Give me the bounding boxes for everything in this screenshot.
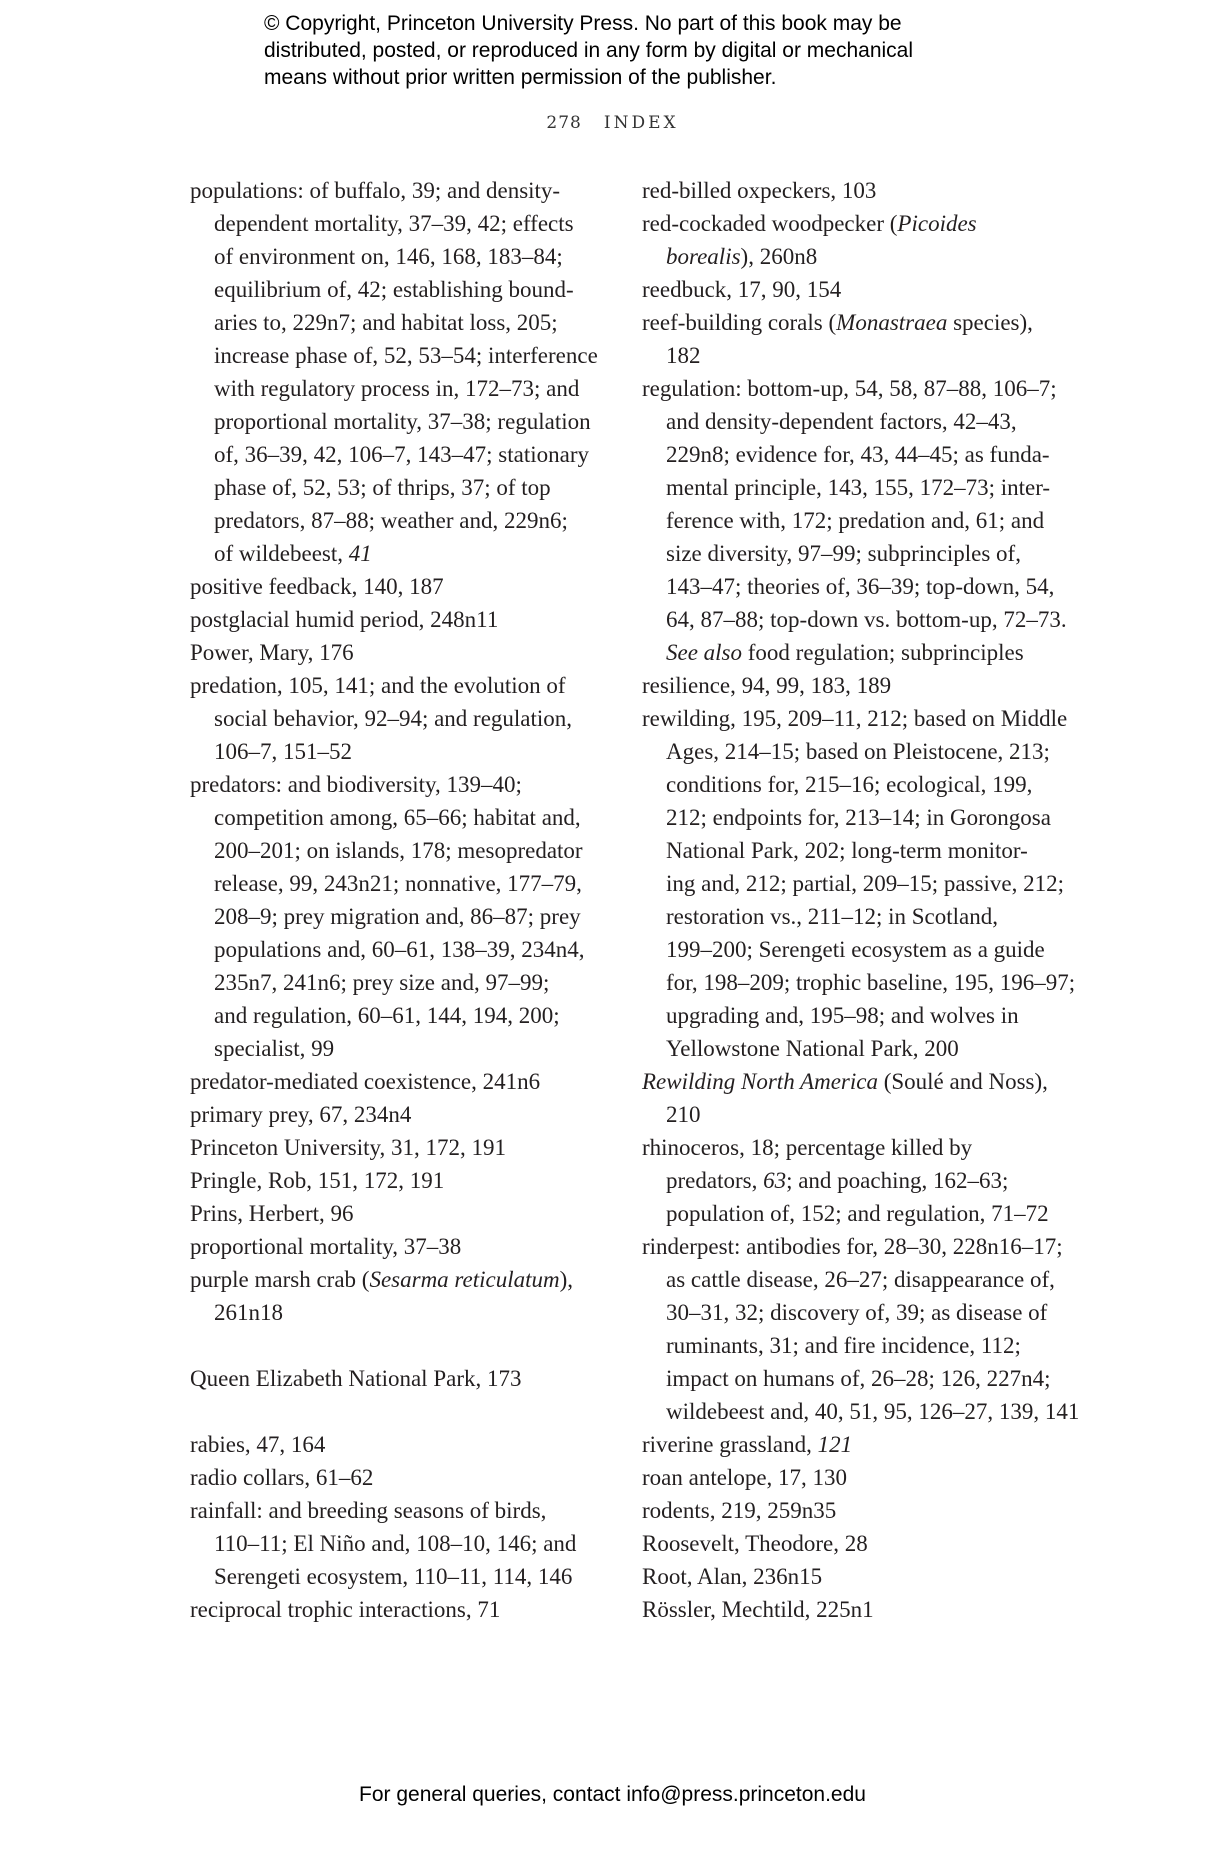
- index-entry-line: [190, 1197, 610, 1230]
- index-entry-continuation: [642, 867, 1062, 900]
- entry-text: increase phase of, 52, 53–54; interference: [214, 343, 598, 368]
- index-entry: [642, 1560, 1062, 1593]
- entry-text: 64, 87–88; top-down vs. bottom-up, 72–73.: [666, 607, 1067, 632]
- entry-text: social behavior, 92–94; and regulation,: [214, 706, 573, 731]
- entry-text: for, 198–209; trophic baseline, 195, 196–97;: [666, 970, 1076, 995]
- entry-text: postglacial humid period, 248n11: [190, 607, 499, 632]
- index-entry-line: [642, 174, 1062, 207]
- index-entry-continuation: [642, 900, 1062, 933]
- entry-text: aries to, 229n7; and habitat loss, 205;: [214, 310, 558, 335]
- entry-text: 212; endpoints for, 213–14; in Gorongosa: [666, 805, 1051, 830]
- index-entry-continuation: [190, 933, 610, 966]
- index-entry: [642, 1131, 1062, 1230]
- index-entry: [190, 1131, 610, 1164]
- index-entry: [642, 1527, 1062, 1560]
- index-entry: [190, 570, 610, 603]
- entry-text: of, 36–39, 42, 106–7, 143–47; stationary: [214, 442, 589, 467]
- entry-text: roan antelope, 17, 130: [642, 1465, 848, 1490]
- index-entry-continuation: [642, 471, 1062, 504]
- index-entry-continuation: [642, 1098, 1062, 1131]
- index-entry-continuation: [642, 537, 1062, 570]
- index-entry: [190, 768, 610, 1065]
- index-entry-line: [642, 207, 1062, 240]
- index-entry-continuation: [642, 735, 1062, 768]
- index-entry-line: [190, 1362, 610, 1395]
- entry-text: ),: [559, 1267, 574, 1292]
- index-entry-continuation: [190, 537, 610, 570]
- index-entry-continuation: [190, 867, 610, 900]
- section-title: INDEX: [603, 113, 679, 133]
- index-entry-continuation: [642, 1263, 1062, 1296]
- entry-text: ), 260n8: [740, 244, 818, 269]
- entry-text: food regulation; subprinciples: [742, 640, 1024, 665]
- index-entry-line: [190, 768, 610, 801]
- italic-text: 41: [348, 541, 372, 566]
- index-entry-line: [642, 1131, 1062, 1164]
- entry-text: 143–47; theories of, 36–39; top-down, 54,: [666, 574, 1055, 599]
- entry-text: Power, Mary, 176: [190, 640, 354, 665]
- entry-text: predation, 105, 141; and the evolution of: [190, 673, 566, 698]
- index-entry-continuation: [642, 966, 1076, 999]
- page-number: 278: [546, 113, 582, 133]
- index-entry-continuation: [190, 966, 610, 999]
- entry-text: 110–11; El Niño and, 108–10, 146; and: [214, 1531, 577, 1556]
- index-entry-line: [190, 603, 610, 636]
- index-entry-continuation: [642, 834, 1062, 867]
- index-entry: [190, 669, 610, 768]
- index-entry-line: [190, 1131, 610, 1164]
- entry-text: positive feedback, 140, 187: [190, 574, 444, 599]
- copyright-notice: [264, 10, 913, 91]
- entry-text: dependent mortality, 37–39, 42; effects: [214, 211, 574, 236]
- index-entry: [642, 1494, 1062, 1527]
- index-entry-continuation: [190, 339, 610, 372]
- entry-text: mental principle, 143, 155, 172–73; inter-: [666, 475, 1051, 500]
- entry-text: 261n18: [214, 1300, 283, 1325]
- entry-text: specialist, 99: [214, 1036, 335, 1061]
- italic-text: borealis: [666, 244, 741, 269]
- index-entry-continuation: [642, 438, 1062, 471]
- entry-text: population of, 152; and regulation, 71–72: [666, 1201, 1049, 1226]
- index-entry: [190, 1494, 610, 1593]
- entry-text: reef-building corals (: [642, 310, 837, 335]
- running-head: [0, 113, 1225, 133]
- entry-text: of environment on, 146, 168, 183–84;: [214, 244, 563, 269]
- index-entry: [190, 1362, 610, 1395]
- index-entry-continuation: [190, 438, 610, 471]
- entry-text: 30–31, 32; discovery of, 39; as disease of: [666, 1300, 1048, 1325]
- entry-text: regulation: bottom-up, 54, 58, 87–88, 106–7;: [642, 376, 1057, 401]
- entry-text: conditions for, 215–16; ecological, 199,: [666, 772, 1033, 797]
- index-entry-line: [642, 1230, 1062, 1263]
- index-entry-continuation: [190, 900, 610, 933]
- italic-text: Rewilding North America: [642, 1069, 878, 1094]
- index-entry: [642, 372, 1067, 669]
- index-entry-line: [642, 1560, 1062, 1593]
- index-entry: [190, 603, 610, 636]
- index-entry-line: [642, 1593, 1062, 1626]
- entry-text: rewilding, 195, 209–11, 212; based on Middle: [642, 706, 1068, 731]
- entry-text: and regulation, 60–61, 144, 194, 200;: [214, 1003, 560, 1028]
- index-entry: [642, 1428, 1062, 1461]
- index-entry-continuation: [642, 801, 1062, 834]
- index-entry-continuation: [642, 999, 1062, 1032]
- entry-text: primary prey, 67, 234n4: [190, 1102, 412, 1127]
- index-entry-continuation: [642, 570, 1062, 603]
- entry-text: Ages, 214–15; based on Pleistocene, 213;: [666, 739, 1050, 764]
- entry-text: Serengeti ecosystem, 110–11, 114, 146: [214, 1564, 573, 1589]
- footer-contact: For general queries, contact info@press.princeton.edu: [359, 1783, 866, 1806]
- italic-text: Picoides: [897, 211, 977, 236]
- entry-text: wildebeest and, 40, 51, 95, 126–27, 139, 141: [666, 1399, 1080, 1424]
- entry-text: 182: [666, 343, 701, 368]
- index-entry: [642, 1593, 1062, 1626]
- index-entry: [190, 1164, 610, 1197]
- entry-text: Pringle, Rob, 151, 172, 191: [190, 1168, 445, 1193]
- index-entry: [190, 1065, 610, 1098]
- index-entry-continuation: [642, 1164, 1062, 1197]
- entry-text: (Soulé and Noss),: [877, 1069, 1048, 1094]
- entry-text: species),: [947, 310, 1033, 335]
- entry-text: Root, Alan, 236n15: [642, 1564, 823, 1589]
- italic-text: See also: [666, 640, 743, 665]
- index-entry-line: [190, 1263, 610, 1296]
- index-entry-line: [190, 1428, 610, 1461]
- entry-text: populations: of buffalo, 39; and density-: [190, 178, 561, 203]
- index-entry: [642, 669, 1062, 702]
- index-entry-line: [642, 372, 1062, 405]
- entry-text: Princeton University, 31, 172, 191: [190, 1135, 507, 1160]
- index-entry: [190, 1098, 610, 1131]
- index-entry-continuation: [190, 1296, 610, 1329]
- index-entry-continuation: [190, 1560, 610, 1593]
- index-entry: [642, 702, 1076, 1065]
- index-entry-continuation: [642, 339, 1062, 372]
- entry-text: proportional mortality, 37–38; regulation: [214, 409, 591, 434]
- index-entry-continuation: [190, 372, 610, 405]
- index-entry-continuation: [642, 636, 1062, 669]
- index-entry: [190, 1263, 610, 1329]
- index-entry-continuation: [642, 1197, 1062, 1230]
- index-entry-line: [642, 702, 1068, 735]
- entry-text: 208–9; prey migration and, 86–87; prey: [214, 904, 581, 929]
- italic-text: Sesarma reticulatum: [369, 1267, 560, 1292]
- index-entry-line: [190, 1065, 610, 1098]
- letter-group-gap: [190, 1395, 610, 1428]
- index-entry: [642, 207, 1062, 273]
- index-entry-line: [190, 1461, 610, 1494]
- entry-text: predators,: [666, 1168, 764, 1193]
- entry-text: as cattle disease, 26–27; disappearance of,: [666, 1267, 1055, 1292]
- index-entry-line: [190, 636, 610, 669]
- index-entry-line: [642, 1428, 1062, 1461]
- entry-text: predators, 87–88; weather and, 229n6;: [214, 508, 568, 533]
- index-entry-continuation: [190, 702, 610, 735]
- index-entry-continuation: [190, 207, 610, 240]
- entry-text: competition among, 65–66; habitat and,: [214, 805, 581, 830]
- entry-text: 229n8; evidence for, 43, 44–45; as funda-: [666, 442, 1050, 467]
- index-entry-continuation: [190, 306, 610, 339]
- index-entry: [190, 174, 610, 570]
- italic-text: 63: [763, 1168, 787, 1193]
- entry-text: of wildebeest,: [214, 541, 349, 566]
- index-entry-line: [190, 570, 610, 603]
- index-entry: [190, 1428, 610, 1461]
- index-entry-continuation: [642, 768, 1062, 801]
- index-entry-continuation: [642, 405, 1062, 438]
- entry-text: 210: [666, 1102, 701, 1127]
- index-entry-continuation: [642, 1395, 1080, 1428]
- index-entry: [190, 1197, 610, 1230]
- italic-text: 121: [817, 1432, 853, 1457]
- index-entry-continuation: [642, 504, 1062, 537]
- entry-text: purple marsh crab (: [190, 1267, 370, 1292]
- entry-text: radio collars, 61–62: [190, 1465, 374, 1490]
- entry-text: ruminants, 31; and fire incidence, 112;: [666, 1333, 1021, 1358]
- entry-text: 200–201; on islands, 178; mesopredator: [214, 838, 583, 863]
- index-entry-continuation: [642, 1362, 1062, 1395]
- letter-group-gap: [190, 1329, 610, 1362]
- index-entry-line: [642, 1065, 1062, 1098]
- entry-text: phase of, 52, 53; of thrips, 37; of top: [214, 475, 551, 500]
- entry-text: riverine grassland,: [642, 1432, 818, 1457]
- index-entry-line: [642, 273, 1062, 306]
- index-entry-continuation: [642, 240, 1062, 273]
- entry-text: ing and, 212; partial, 209–15; passive, 212;: [666, 871, 1064, 896]
- index-entry: [642, 306, 1062, 372]
- index-entry-continuation: [190, 1032, 610, 1065]
- index-entry: [190, 1230, 610, 1263]
- index-entry-continuation: [190, 471, 610, 504]
- index-entry: [642, 1461, 1062, 1494]
- entry-text: rhinoceros, 18; percentage killed by: [642, 1135, 973, 1160]
- index-entry-line: [190, 1494, 610, 1527]
- entry-text: Roosevelt, Theodore, 28: [642, 1531, 868, 1556]
- index-entry-line: [642, 306, 1062, 339]
- entry-text: rodents, 219, 259n35: [642, 1498, 837, 1523]
- entry-text: reciprocal trophic interactions, 71: [190, 1597, 501, 1622]
- index-entry: [642, 174, 1062, 207]
- entry-text: and density-dependent factors, 42–43,: [666, 409, 1017, 434]
- index-entry-line: [190, 669, 610, 702]
- index-entry-line: [190, 174, 610, 207]
- index-entry-continuation: [190, 240, 610, 273]
- index-entry: [190, 1593, 610, 1626]
- entry-text: Rössler, Mechtild, 225n1: [642, 1597, 874, 1622]
- index-entry-line: [190, 1593, 610, 1626]
- index-entry-continuation: [190, 999, 610, 1032]
- entry-text: 106–7, 151–52: [214, 739, 352, 764]
- entry-text: red-billed oxpeckers, 103: [642, 178, 877, 203]
- index-entry-continuation: [642, 933, 1062, 966]
- index-entry-continuation: [642, 603, 1067, 636]
- index-entry-line: [190, 1230, 610, 1263]
- entry-text: Prins, Herbert, 96: [190, 1201, 354, 1226]
- index-entry: [642, 273, 1062, 306]
- index-entry-continuation: [642, 1329, 1062, 1362]
- index-entry-continuation: [190, 504, 610, 537]
- entry-text: restoration vs., 211–12; in Scotland,: [666, 904, 998, 929]
- italic-text: Monastraea: [836, 310, 948, 335]
- index-entry-continuation: [190, 1527, 610, 1560]
- entry-text: release, 99, 243n21; nonnative, 177–79,: [214, 871, 582, 896]
- index-entry: [642, 1230, 1080, 1428]
- entry-text: Queen Elizabeth National Park, 173: [190, 1366, 522, 1391]
- index-entry-line: [642, 1461, 1062, 1494]
- entry-text: red-cockaded woodpecker (: [642, 211, 898, 236]
- entry-text: ; and poaching, 162–63;: [786, 1168, 1009, 1193]
- entry-text: proportional mortality, 37–38: [190, 1234, 462, 1259]
- index-entry-continuation: [190, 405, 610, 438]
- index-entry: [190, 636, 610, 669]
- index-entry-line: [190, 1098, 610, 1131]
- entry-text: National Park, 202; long-term monitor-: [666, 838, 1028, 863]
- entry-text: Yellowstone National Park, 200: [666, 1036, 959, 1061]
- entry-text: equilibrium of, 42; establishing bound-: [214, 277, 574, 302]
- copyright-line: distributed, posted, or reproduced in any form by digital or mechanical: [264, 39, 914, 62]
- entry-text: predator-mediated coexistence, 241n6: [190, 1069, 541, 1094]
- entry-text: rinderpest: antibodies for, 28–30, 228n16–17;: [642, 1234, 1063, 1259]
- entry-text: upgrading and, 195–98; and wolves in: [666, 1003, 1019, 1028]
- entry-text: size diversity, 97–99; subprinciples of,: [666, 541, 1021, 566]
- index-entry-line: [190, 1164, 610, 1197]
- entry-text: with regulatory process in, 172–73; and: [214, 376, 580, 401]
- entry-text: 199–200; Serengeti ecosystem as a guide: [666, 937, 1045, 962]
- copyright-line: means without prior written permission of the publisher.: [264, 66, 777, 89]
- index-entry-continuation: [642, 1296, 1062, 1329]
- index-entry-continuation: [190, 801, 610, 834]
- index-entry-line: [642, 669, 1062, 702]
- index-column-left: [190, 174, 610, 1626]
- entry-text: resilience, 94, 99, 183, 189: [642, 673, 892, 698]
- copyright-line: © Copyright, Princeton University Press. No part of this book may be: [264, 12, 902, 35]
- entry-text: rabies, 47, 164: [190, 1432, 326, 1457]
- index-column-right: [642, 174, 1080, 1626]
- index-entry-continuation: [190, 834, 610, 867]
- entry-text: impact on humans of, 26–28; 126, 227n4;: [666, 1366, 1051, 1391]
- index-entry-continuation: [190, 273, 610, 306]
- entry-text: rainfall: and breeding seasons of birds,: [190, 1498, 547, 1523]
- index-entry-line: [642, 1494, 1062, 1527]
- index-entry: [190, 1461, 610, 1494]
- index-entry-line: [642, 1527, 1062, 1560]
- entry-text: predators: and biodiversity, 139–40;: [190, 772, 522, 797]
- index-entry: [642, 1065, 1062, 1131]
- entry-text: populations and, 60–61, 138–39, 234n4,: [214, 937, 585, 962]
- entry-text: reedbuck, 17, 90, 154: [642, 277, 842, 302]
- entry-text: 235n7, 241n6; prey size and, 97–99;: [214, 970, 550, 995]
- entry-text: ference with, 172; predation and, 61; and: [666, 508, 1045, 533]
- index-entry-continuation: [642, 1032, 1062, 1065]
- index-entry-continuation: [190, 735, 610, 768]
